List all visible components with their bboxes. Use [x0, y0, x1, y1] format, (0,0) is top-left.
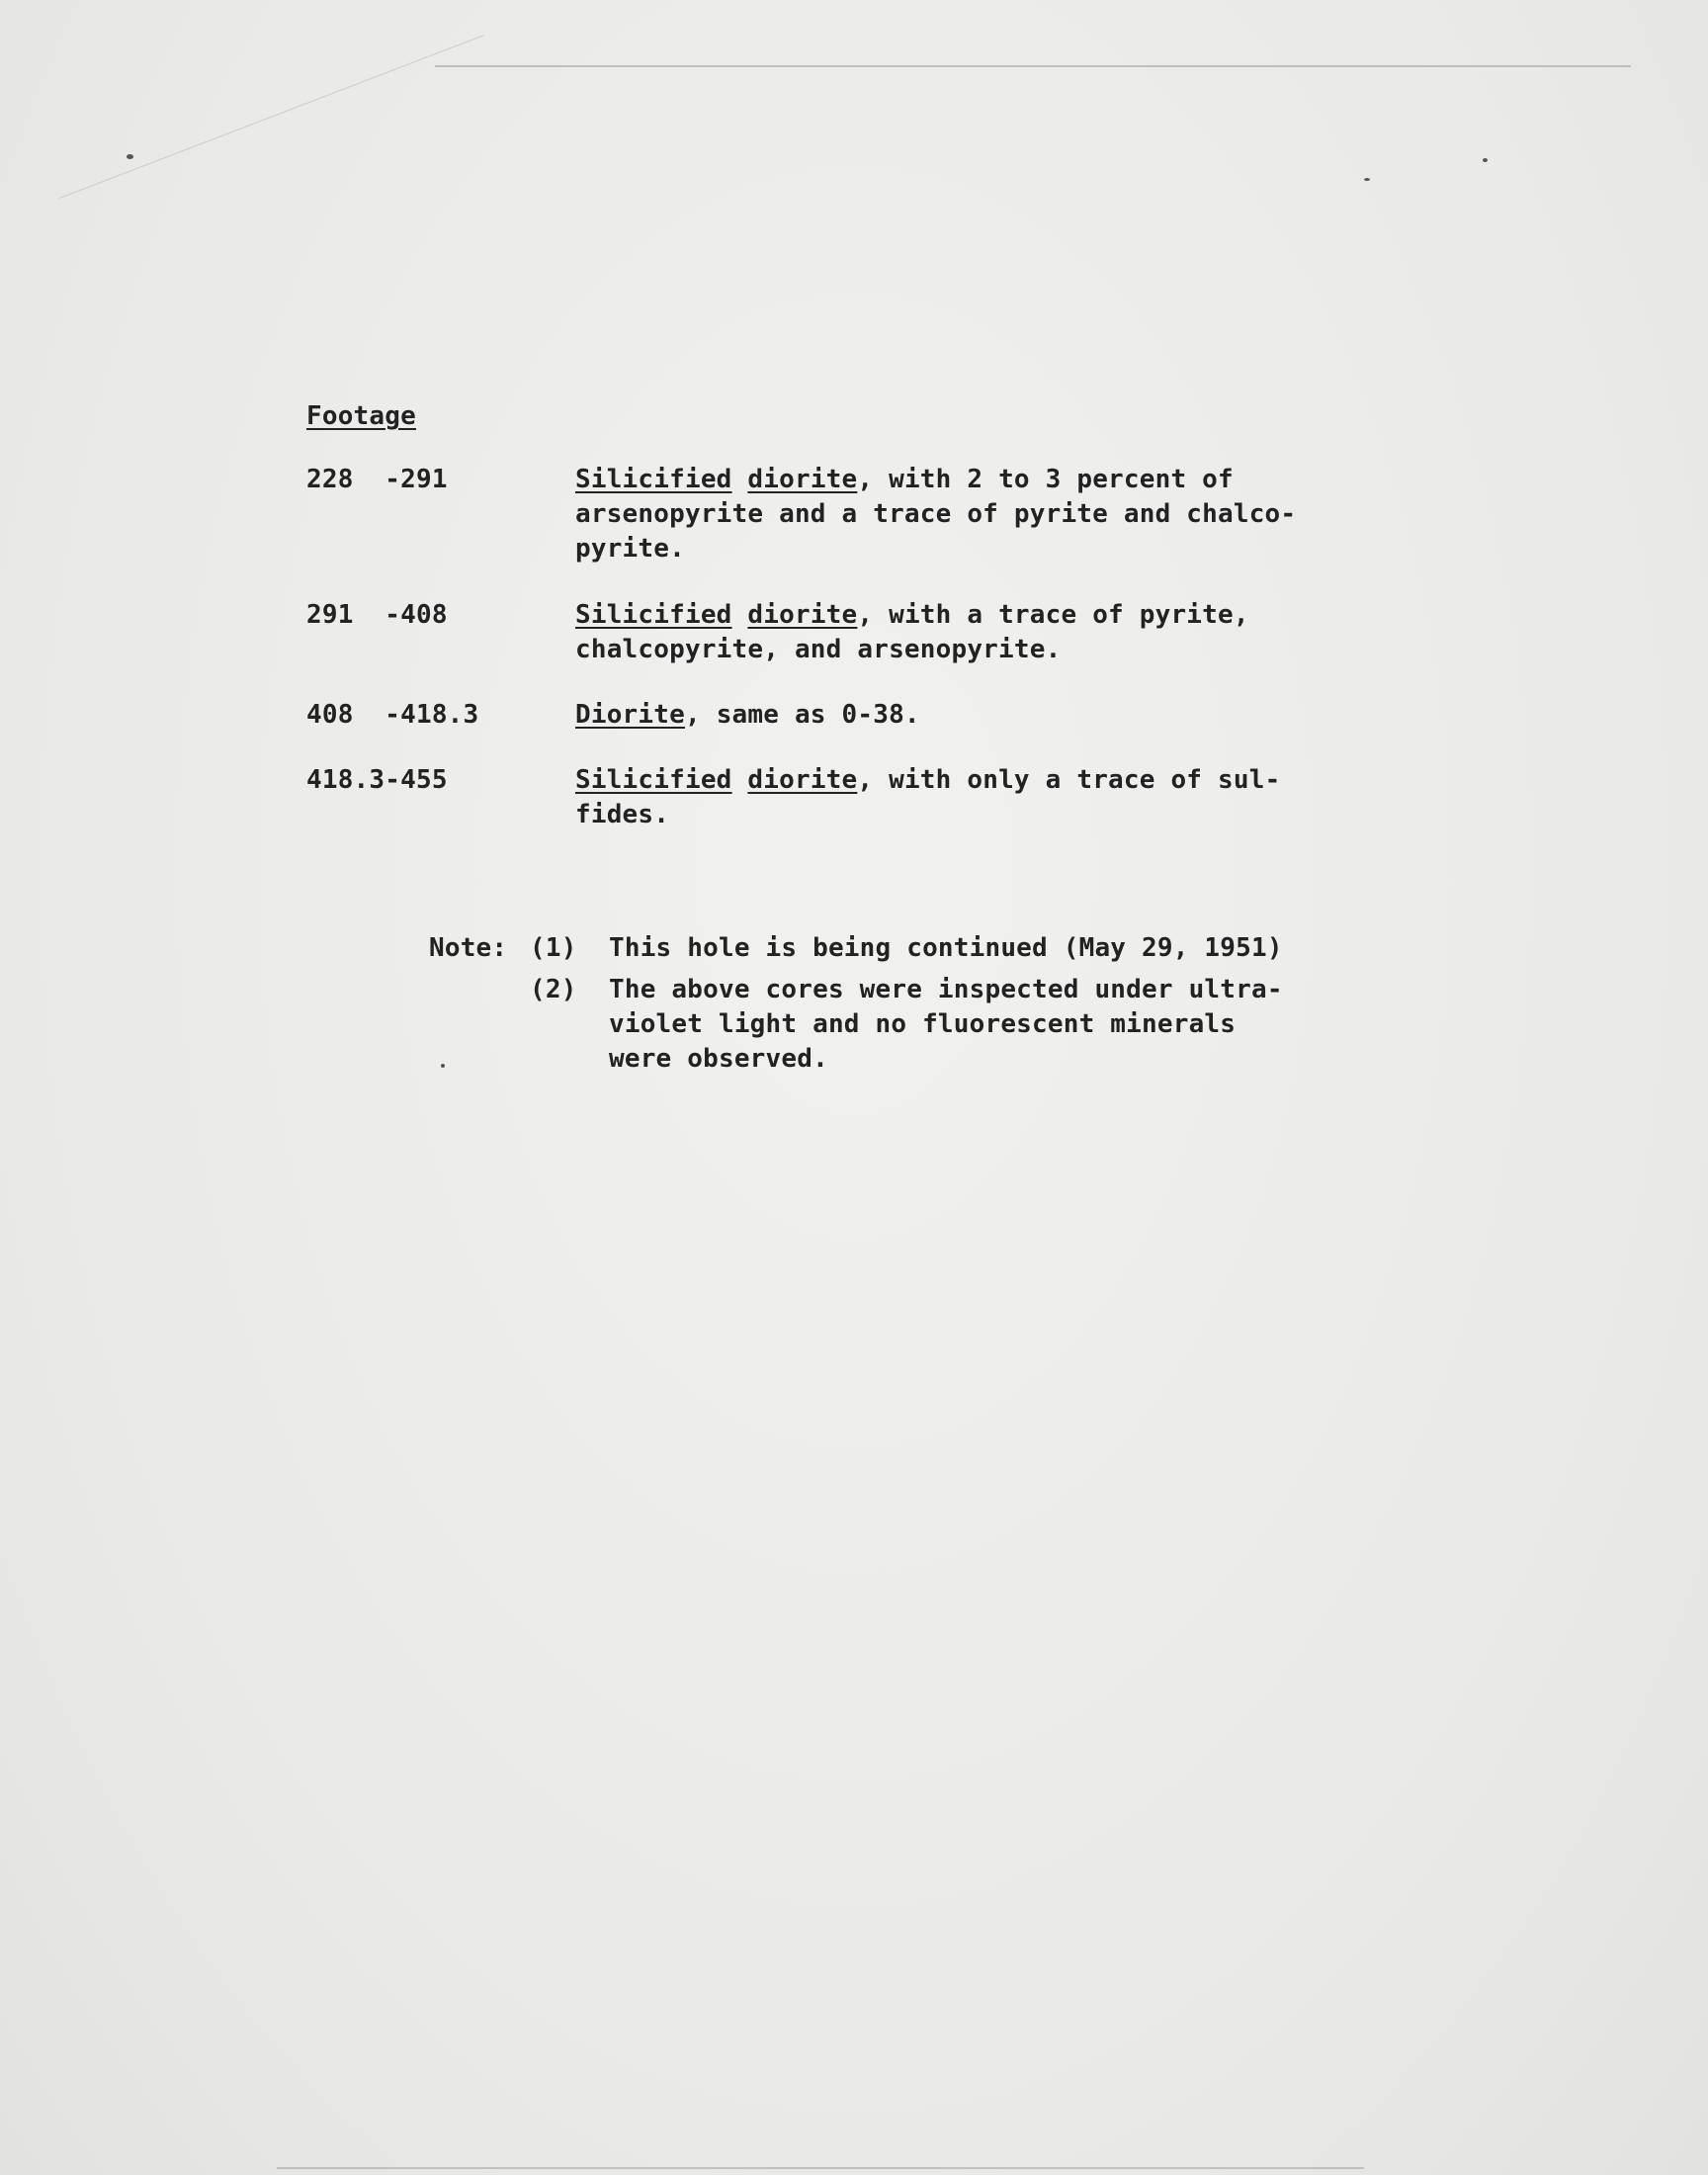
entry-2-rock: diorite	[747, 600, 858, 630]
scan-edge-line	[435, 65, 1631, 67]
entry-4-line-2: fides.	[575, 800, 670, 829]
entry-4-line-1	[575, 763, 1280, 798]
entry-2-rest: , with a trace of pyrite,	[857, 600, 1249, 630]
entry-4-rest: , with only a trace of sul-	[857, 765, 1281, 795]
scan-speck	[127, 154, 133, 159]
entry-4-lithology: Silicified	[575, 765, 732, 795]
footage-heading: Footage	[306, 401, 416, 431]
note-2-line-2: violet light and no fluorescent minerals	[609, 1009, 1237, 1039]
note-label: Note:	[429, 933, 508, 963]
entry-1-line-3: pyrite.	[575, 534, 685, 564]
entry-2-line-1	[575, 598, 1249, 633]
scan-bottom-edge	[277, 2167, 1364, 2169]
entry-3-rock: Diorite	[575, 700, 685, 730]
entry-3-line-1	[575, 698, 920, 733]
note-1-line-1: This hole is being continued (May 29, 1951)	[609, 933, 1283, 963]
entry-4-rock: diorite	[747, 765, 858, 795]
entry-3-range: 408 -418.3	[306, 700, 479, 730]
scan-speck	[1483, 158, 1488, 162]
note-2-line-3: were observed.	[609, 1044, 828, 1074]
entry-2-line-2: chalcopyrite, and arsenopyrite.	[575, 635, 1062, 664]
entry-1-rest: , with 2 to 3 percent of	[857, 465, 1234, 494]
entry-1-range: 228 -291	[306, 465, 448, 494]
note-2-line-1: The above cores were inspected under ultra-	[609, 975, 1283, 1004]
scan-diagonal-fold	[59, 35, 484, 199]
scan-speck	[1364, 178, 1370, 181]
entry-3-rest: , same as 0-38.	[684, 700, 920, 730]
entry-1-rock: diorite	[747, 465, 858, 494]
entry-2-lithology: Silicified	[575, 600, 732, 630]
entry-1-line-1	[575, 463, 1234, 497]
entry-1-lithology: Silicified	[575, 465, 732, 494]
scan-speck	[441, 1064, 445, 1068]
entry-1-line-2: arsenopyrite and a trace of pyrite and chalco-	[575, 499, 1297, 529]
entry-2-range: 291 -408	[306, 600, 448, 630]
note-1-number: (1)	[530, 933, 577, 963]
note-2-number: (2)	[530, 975, 577, 1004]
entry-4-range: 418.3-455	[306, 765, 448, 795]
